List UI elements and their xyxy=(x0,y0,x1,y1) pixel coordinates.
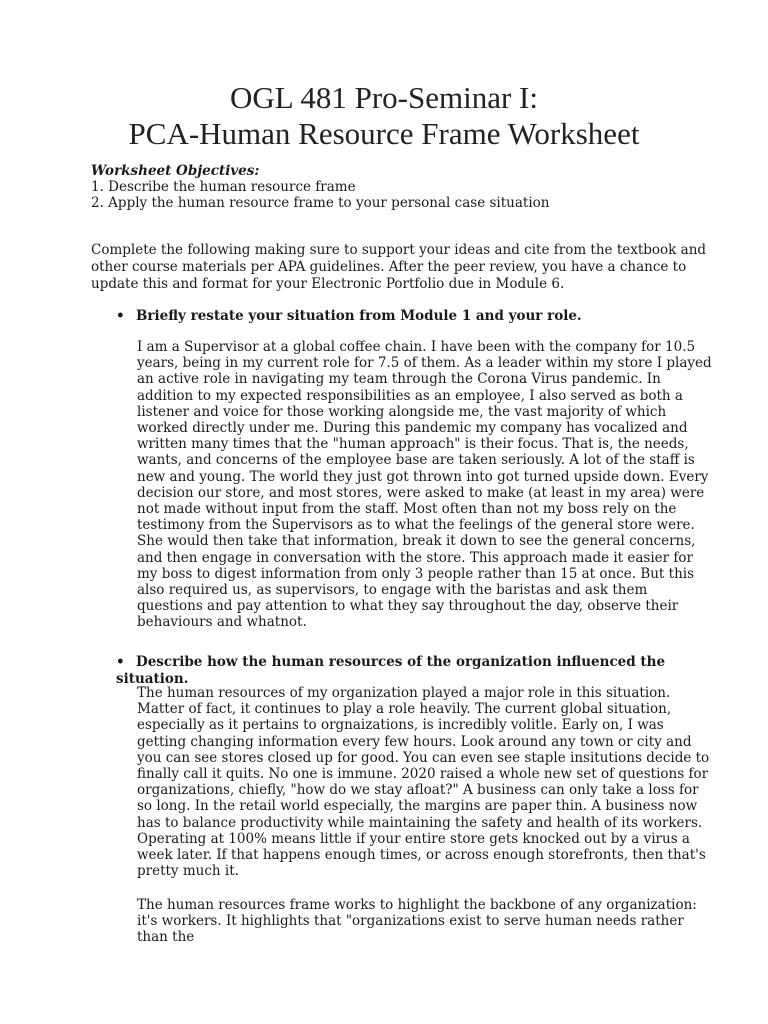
question-2-text: Describe how the human resources of the organization influenced the situation. xyxy=(116,654,666,687)
document-title xyxy=(0,80,768,152)
answer-paragraph: The human resources frame works to highlight the backbone of any organization: it's workers. It highlights that "organizations exist to serve human needs rather than the xyxy=(137,897,697,946)
worksheet-objectives xyxy=(91,163,721,211)
bullet-icon: • xyxy=(116,654,125,670)
objective-item: 1. Describe the human resource frame xyxy=(91,179,356,195)
answer-paragraph: The human resources of my organization played a major role in this situation. Matter of fact, it continues to play a role heavily. The current global situation, especially as it pertains to orgnaizations, is incredibly volitle. Early on, I was getting changing information every few hours. Look around any town or city and you can see stores closed up for good. You can even see staple insitutions decide to finally call it quits. No one is immune. 2020 raised a whole new set of questions for organizations, chiefly, "how do we stay afloat?" A business can only take a loss for so long. In the retail world especially, the margins are paper thin. A business now has to balance productivity while maintaining the safety and health of its workers. Operating at 100% means little if your entire store gets knocked out by a virus a week later. If that happens enough times, or across enough storefronts, then that's pretty much it. xyxy=(137,685,710,880)
title-line-1: OGL 481 Pro-Seminar I: xyxy=(230,80,538,115)
answer-paragraph: I am a Supervisor at a global coffee chain. I have been with the company for 10.5 years, being in my current role for 7.5 of them. As a leader within my store I played an active role in navigating my team through the Corona Virus pandemic. In addition to my expected responsibilities as an employee, I also served as both a listener and voice for those working alongside me, the vast majority of which worked directly under me. During this pandemic my company has vocalized and written many times that the "human approach" is their focus. That is, the needs, wants, and concerns of the employee base are taken seriously. A lot of the staff is new and young. The world they just got thrown into got turned upside down. Every decision our store, and most stores, were asked to make (at least in my area) were not made without input from the staff. Most often than not my boss rely on the testimony from the Supervisors as to what the feelings of the general store were. She would then take that information, break it down to see the general concerns, and then engage in conversation with the store. This approach made it easier for my boss to digest information from only 3 people rather than 15 at once. But this also required us, as supervisors, to engage with the baristas and ask them questions and pay attention to what they say throughout the day, observe their behaviours and whatnot. xyxy=(137,339,712,631)
question-2-prompt xyxy=(116,654,716,688)
title-line-2: PCA-Human Resource Frame Worksheet xyxy=(128,116,640,151)
question-1-prompt xyxy=(116,308,716,325)
bullet-icon: • xyxy=(116,308,125,324)
objectives-heading: Worksheet Objectives: xyxy=(91,163,260,179)
question-1-text: Briefly restate your situation from Module 1 and your role. xyxy=(136,308,582,324)
objective-item: 2. Apply the human resource frame to your personal case situation xyxy=(91,195,550,211)
question-2-continuation xyxy=(137,897,717,946)
instructions-paragraph: Complete the following making sure to support your ideas and cite from the textbook and other course materials per APA guidelines. After the peer review, you have a chance to update this and format for your Electronic Portfolio due in Module 6. xyxy=(91,242,707,292)
question-1-answer xyxy=(137,339,717,631)
question-2-answer xyxy=(137,685,717,879)
